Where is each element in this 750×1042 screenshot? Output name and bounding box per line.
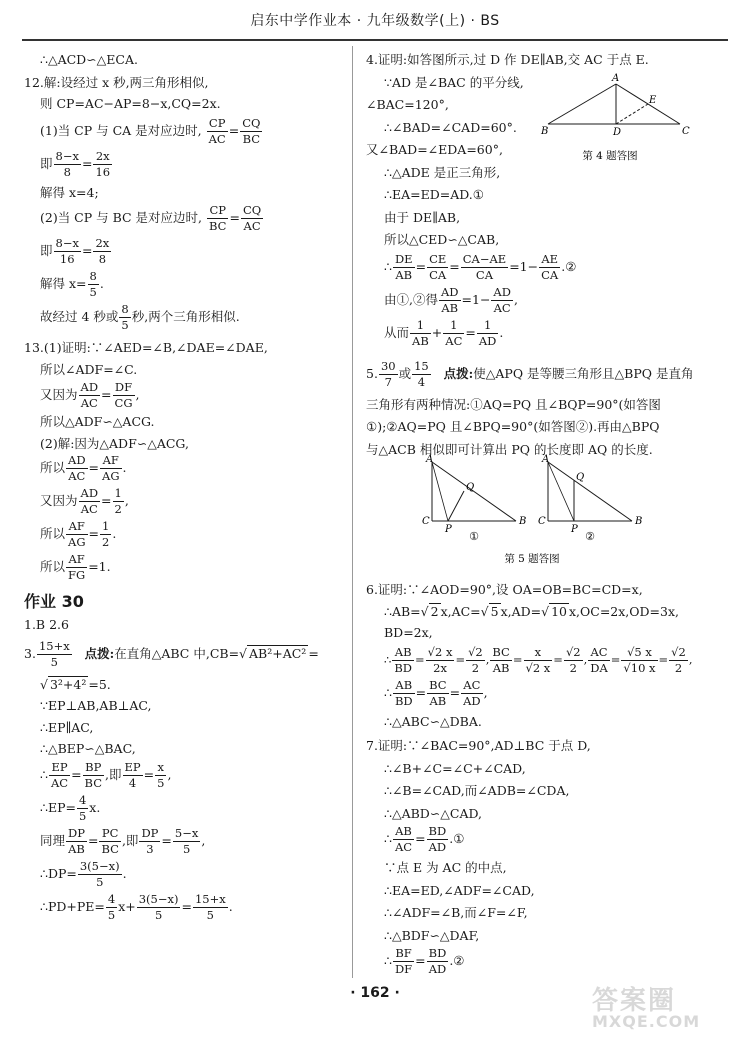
fig5a-label-B: B (519, 516, 527, 527)
column-divider (352, 46, 353, 978)
q13-line: 13.(1)证明:∵∠AED=∠B,∠DAE=∠DAE, (24, 340, 268, 355)
text-line: 三角形有两种情况:①AQ=PQ 且∠BQP=90°(如答图 (366, 396, 661, 412)
fraction: $\frac{30}{7}$ (380, 358, 396, 389)
fraction: $\frac{x}{√2 x}$ (525, 644, 551, 675)
text-line: ①);②AQ=PQ 且∠BPQ=90°(如答图②).再由△BPQ (366, 419, 660, 434)
fig5a-label-C: C (422, 516, 430, 527)
fraction: $\frac{AF}{AG}$ (102, 453, 120, 483)
page-number: · 162 · (350, 985, 400, 1001)
math-line: (2)当 CP 与 BC 是对应边时, $\frac{CP}{BC}$ = $\frac{CQ}{AC}$ (40, 203, 262, 233)
text-line: ∵EP⊥AB,AB⊥AC, (40, 698, 152, 713)
text-line: ∴△ABD∽△CAD, (384, 805, 483, 821)
text-line: ∵点 E 为 AC 的中点, (384, 860, 507, 875)
math-line: ∴PD+PE= $\frac{4}{5}$ x+ $\frac{3(5-x)}{5}$ = $\frac{15+x}{5}$ . (40, 891, 233, 922)
fraction: $\frac{DP}{3}$ (141, 825, 159, 856)
text-line: BD=2x, (384, 625, 433, 640)
math-line: ∴EP= $\frac{4}{5}$ x. (40, 792, 101, 823)
fraction: $\frac{8}{5}$ (89, 269, 97, 299)
text-line: ∴△ADE 是正三角形, (384, 164, 501, 180)
fig5b-label-C: C (538, 516, 546, 527)
math-line: 故经过 4 秒或 $\frac{8}{5}$ 秒,两个三角形相似. (40, 302, 240, 332)
fig5a-label-A: A (426, 454, 434, 465)
fraction: $\frac{AE}{CA}$ (541, 251, 559, 282)
fraction: $\frac{BD}{AD}$ (428, 824, 447, 854)
label-E: E (649, 95, 657, 106)
left-column (24, 46, 340, 922)
fraction: $\frac{BC}{AB}$ (492, 644, 510, 675)
segment-DE (616, 104, 648, 124)
text-line: 由于 DE∥AB, (384, 209, 461, 225)
fraction: $\frac{CQ}{BC}$ (242, 115, 261, 146)
math-line: 即 $\frac{8-x}{16}$ = $\frac{2x}{8}$ (40, 236, 110, 266)
fig5a-label-Q: Q (466, 482, 475, 493)
math-line: 所以 $\frac{AF}{FG}$ =1. (40, 552, 111, 582)
fraction: $\frac{5-x}{5}$ (174, 825, 199, 856)
fraction: $\frac{√2}{2}$ (565, 644, 581, 675)
fraction: $\frac{3(5-x)}{5}$ (138, 891, 179, 922)
fig5b-label-B: B (635, 516, 643, 527)
fraction: $\frac{2x}{16}$ (95, 148, 111, 179)
text-line: ∴∠BAD=∠CAD=60°. (384, 119, 517, 135)
math-line: 又因为 $\frac{AD}{AC}$ = $\frac{1}{2}$ , (40, 486, 129, 516)
text-line: ∴△ACD∽△ECA. (40, 52, 138, 67)
fraction: $\frac{3(5-x)}{5}$ (79, 858, 120, 889)
fraction: $\frac{CQ}{AC}$ (242, 203, 262, 233)
label-B: B (541, 126, 549, 137)
fraction: $\frac{AB}{BD}$ (394, 644, 412, 675)
text-line: 解得 x=4; (40, 184, 99, 200)
math-line: 即 $\frac{8-x}{8}$ = $\frac{2x}{16}$ (40, 148, 111, 179)
math-line: ∴ $\frac{DE}{AB}$ = $\frac{CE}{CA}$ = $\frac{CA-AE}{CA}$ =1− $\frac{AE}{CA}$ .② (384, 251, 577, 282)
label-D: D (613, 127, 622, 138)
math-line: 从而 $\frac{1}{AB}$ + $\frac{1}{AC}$ = $\frac{1}{AD}$ . (384, 317, 504, 348)
fraction: $\frac{15+x}{5}$ (194, 891, 226, 922)
fraction: $\frac{BD}{AD}$ (428, 946, 447, 976)
segment-AB (548, 84, 616, 124)
fig5b-label-P: P (571, 524, 578, 535)
fraction: $\frac{AC}{AD}$ (463, 677, 481, 708)
fraction: $\frac{AD}{AC}$ (493, 284, 511, 315)
label-A: A (612, 73, 620, 84)
math-line: ∴ $\frac{AB}{AC}$ = $\frac{BD}{AD}$ .① (384, 824, 465, 854)
fraction: $\frac{AF}{AG}$ (68, 519, 86, 549)
fraction: $\frac{AD}{AC}$ (80, 380, 99, 410)
fraction: $\frac{AB}{AC}$ (394, 824, 413, 854)
fraction: $\frac{8-x}{16}$ (55, 236, 79, 266)
math-line: (1)当 CP 与 CA 是对应边时, $\frac{CP}{AC}$ = $\frac{CQ}{BC}$ (40, 115, 261, 146)
math-line: 解得 x= $\frac{8}{5}$ . (40, 269, 104, 299)
fraction: $\frac{DF}{CG}$ (114, 380, 133, 410)
section-title: 作业 30 (24, 592, 84, 611)
fig5a-label-P: P (445, 524, 452, 535)
q5-line: 5. $\frac{30}{7}$ 或 $\frac{15}{4}$ 点拨:使△APQ 是等腰三角形且△BPQ 是直角 (366, 358, 694, 389)
math-line: ∴AB=√ 2 x,AC=√ 5 x,AD=√ 10 x,OC=2x,OD=3x, (384, 603, 680, 619)
math-line: 所以 $\frac{AF}{AG}$ = $\frac{1}{2}$ . (40, 519, 117, 549)
math-line: ∴ $\frac{AB}{BD}$ = $\frac{BC}{AB}$ = $\frac{AC}{AD}$ , (384, 677, 488, 708)
text-line: (2)解:因为△ADF∽△ACG, (40, 435, 189, 451)
fraction: $\frac{8}{5}$ (121, 302, 129, 332)
fraction: $\frac{8-x}{8}$ (55, 148, 79, 179)
math-line: 由①,②得 $\frac{AD}{AB}$ =1− $\frac{AD}{AC}$ , (384, 284, 518, 315)
fraction: $\frac{1}{AC}$ (445, 317, 463, 348)
fraction: $\frac{BF}{DF}$ (394, 946, 413, 976)
fraction: $\frac{x}{5}$ (157, 759, 165, 790)
fraction: $\frac{BC}{AB}$ (429, 677, 447, 708)
text-line: 与△ACB 相似即可计算出 PQ 的长度即 AQ 的长度. (366, 441, 653, 457)
label-C: C (682, 126, 690, 137)
fraction: $\frac{1}{AD}$ (478, 317, 497, 348)
text-line: 所以△CED∽△CAB, (384, 232, 500, 247)
text-line: 所以∠ADF=∠C. (40, 361, 138, 377)
fraction: $\frac{1}{2}$ (114, 486, 122, 516)
text-line: 所以△ADF∽△ACG. (40, 414, 155, 429)
fraction: $\frac{AF}{FG}$ (68, 552, 86, 582)
math-line: 3. $\frac{15+x}{5}$ 点拨:在直角△ABC 中,CB=√ AB²+AC² = (24, 638, 319, 669)
fraction: $\frac{√2}{2}$ (468, 644, 483, 675)
math-line: 所以 $\frac{AD}{AC}$ = $\frac{AF}{AG}$ . (40, 453, 127, 483)
math-line: ∴ $\frac{EP}{AC}$ = $\frac{BP}{BC}$ ,即 $\frac{EP}{4}$ = $\frac{x}{5}$ , (40, 759, 172, 790)
answers-1-2: 1.B 2.6 (24, 617, 69, 632)
fraction: $\frac{4}{5}$ (78, 792, 87, 823)
text-line: ∴∠B+∠C=∠C+∠CAD, (384, 760, 526, 776)
watermark-top: 答案圈 (592, 986, 677, 1016)
fraction: $\frac{1}{2}$ (102, 519, 110, 549)
q7-intro: 7.证明:∵∠BAC=90°,AD⊥BC 于点 D, (366, 738, 591, 753)
math-line: 又因为 $\frac{AD}{AC}$ = $\frac{DF}{CG}$ , (40, 380, 140, 410)
fraction: $\frac{CA-AE}{CA}$ (462, 251, 507, 282)
q4-intro: 4.证明:如答图所示,过 D 作 DE∥AB,交 AC 于点 E. (366, 52, 649, 67)
header-rule (22, 39, 728, 41)
watermark-bottom: MXQE.COM (592, 1012, 701, 1031)
fraction: $\frac{√2 x}{2x}$ (427, 644, 453, 675)
fraction: $\frac{PC}{BC}$ (101, 825, 119, 856)
fraction: $\frac{AB}{BD}$ (394, 677, 413, 708)
figure-5-caption: 第 5 题答图 (504, 553, 560, 565)
text-line: ∴△BEP∽△BAC, (40, 741, 136, 756)
fig5a-AP (432, 462, 448, 521)
fraction: $\frac{AC}{DA}$ (590, 644, 608, 675)
math-line: √ 3²+4² =5. (40, 676, 111, 692)
fraction: $\frac{√2}{2}$ (671, 644, 686, 675)
figure-5 (418, 452, 658, 568)
fig5a-number: ① (469, 530, 479, 543)
fraction: $\frac{15+x}{5}$ (38, 638, 70, 669)
text-line: 则 CP=AC−AP=8−x,CQ=2x. (40, 96, 221, 111)
math-line: ∴DP= $\frac{3(5-x)}{5}$ . (40, 858, 127, 889)
math-line: ∴ $\frac{BF}{DF}$ = $\frac{BD}{AD}$ .② (384, 946, 465, 976)
q6-intro: 6.证明:∵∠AOD=90°,设 OA=OB=BC=CD=x, (366, 582, 643, 597)
text-line: 又∠BAD=∠EDA=60°, (366, 142, 503, 157)
text-line: ∵AD 是∠BAC 的平分线, (384, 74, 524, 90)
text-line: ∴EP∥AC, (40, 719, 94, 735)
fraction: $\frac{BP}{BC}$ (84, 759, 103, 790)
figure-4 (536, 72, 698, 172)
text-line: ∴∠B=∠CAD,而∠ADB=∠CDA, (384, 783, 570, 798)
math-line: 同理 $\frac{DP}{AB}$ = $\frac{PC}{BC}$ ,即 $\frac{DP}{3}$ = $\frac{5-x}{5}$ , (40, 825, 206, 856)
figure-4-caption: 第 4 题答图 (582, 150, 638, 162)
fig5a-PQ (448, 491, 464, 521)
fraction: $\frac{15}{4}$ (414, 358, 429, 389)
fraction: $\frac{CE}{CA}$ (429, 251, 447, 282)
text-line: ∠BAC=120°, (366, 97, 449, 112)
text-line: ∴△BDF∽△DAF, (384, 927, 480, 943)
fraction: $\frac{AD}{AB}$ (440, 284, 459, 315)
fraction: $\frac{DP}{AB}$ (68, 825, 85, 856)
text-line: ∴∠ADF=∠B,而∠F=∠F, (384, 905, 528, 920)
fraction: $\frac{2x}{8}$ (95, 236, 110, 266)
fraction: $\frac{CP}{AC}$ (208, 115, 226, 146)
text-line: ∴EA=ED,∠ADF=∠CAD, (384, 882, 535, 898)
fraction: $\frac{DE}{AB}$ (394, 251, 413, 282)
fig5b-label-A: A (542, 454, 550, 465)
fraction: $\frac{√5 x}{√10 x}$ (623, 644, 656, 675)
text-line: ∴EA=ED=AD.① (384, 187, 484, 202)
fraction: $\frac{AD}{AC}$ (80, 486, 99, 516)
watermark-logo (592, 988, 742, 1038)
fig5b-number: ② (585, 530, 595, 543)
text-line: ∴△ABC∽△DBA. (384, 713, 482, 729)
fraction: $\frac{4}{5}$ (107, 891, 116, 922)
fig5b-label-Q: Q (576, 472, 585, 483)
fraction: $\frac{CP}{BC}$ (209, 203, 227, 233)
q12-intro: 12.解:设经过 x 秒,两三角形相似, (24, 74, 209, 90)
fraction: $\frac{EP}{AC}$ (50, 759, 69, 790)
fraction: $\frac{EP}{4}$ (124, 759, 141, 790)
fraction: $\frac{1}{AB}$ (412, 317, 429, 348)
fraction: $\frac{AD}{AC}$ (68, 453, 86, 483)
math-line: ∴ $\frac{AB}{BD}$ = $\frac{√2 x}{2x}$ = $\frac{√2}{2}$ , $\frac{BC}{AB}$ = $\frac{x}{√2 x}$ = $\frac{√2}{2}$ , $\frac{AC}{DA}$ = $\frac{√5 x}{√10 x}$ = $\frac{√2}{2}$ , (384, 644, 693, 675)
page-header: 启东中学作业本 · 九年级数学(上) · BS (250, 13, 500, 29)
